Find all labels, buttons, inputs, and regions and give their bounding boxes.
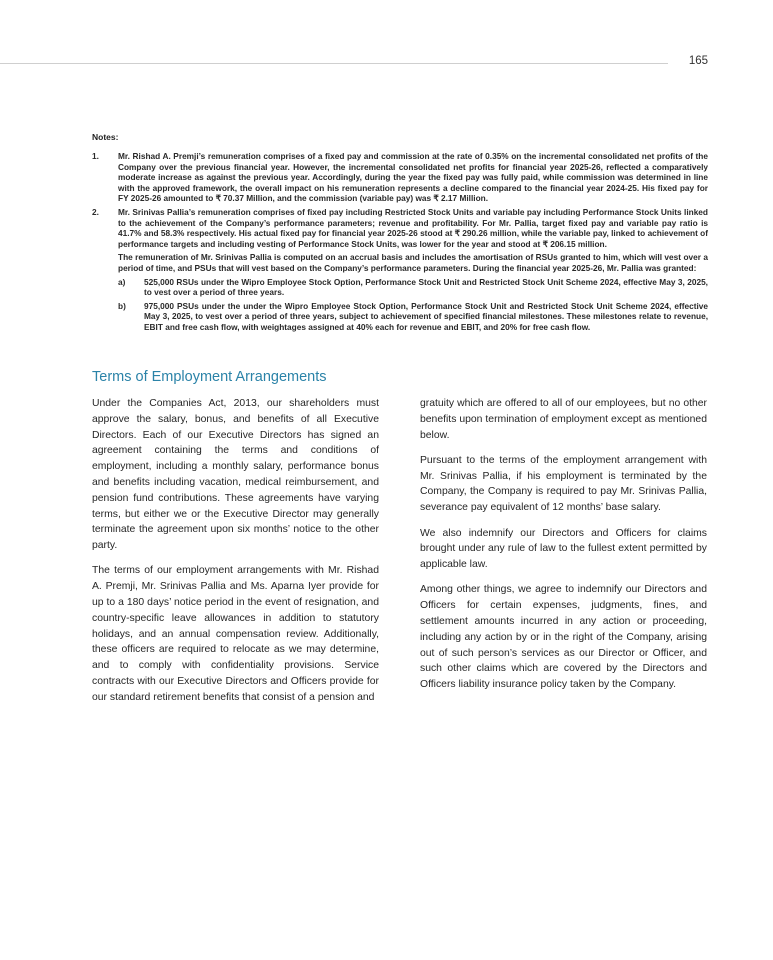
subitem-marker: b)	[118, 300, 126, 311]
header-rule	[0, 63, 668, 64]
left-column	[92, 396, 379, 715]
section-heading: Terms of Employment Arrangements	[92, 369, 327, 385]
body-paragraph: Pursuant to the terms of the employment arrangement with Mr. Srinivas Pallia, if his employment is terminated by the Company, the Company is required to pay Mr. Srinivas Pallia, severance pay equivalent of 12 months’ base salary.	[420, 454, 707, 514]
subitem-text: 525,000 RSUs under the Wipro Employee Stock Option, Performance Stock Unit and Restricted Stock Unit Scheme 2024, effective May 3, 2025, to vest over a period of three years.	[144, 276, 708, 298]
note-subitem	[118, 301, 708, 333]
body-paragraph: Under the Companies Act, 2013, our shareholders must approve the salary, bonus, and benefits of all Executive Directors. Each of our Executive Directors has signed an agreement containing the terms and conditions of employment, including a monthly salary, performance bonus and benefits including vacation, medical reimbursement, and pension fund contributions. These agreements have varying terms, but either we or the Executive Director may generally terminate the agreement upon six months’ notice to the other party.	[92, 398, 379, 552]
notes-title: Notes:	[92, 132, 119, 142]
subitem-marker: a)	[118, 276, 126, 287]
page-number: 165	[688, 55, 708, 67]
body-paragraph: We also indemnify our Directors and Officers for claims brought under any rule of law to the fullest extent permitted by applicable law.	[420, 527, 707, 571]
body-paragraph: Among other things, we agree to indemnify our Directors and Officers for certain expenses, judgments, fines, and settlement amounts incurred in any action or proceeding, including any action by or in the right of the Company, arising out of such person’s services as our Director or Officer, and such other claims which are covered by the Directors and Officers liability insurance policy taken by the Company.	[420, 584, 707, 691]
note-paragraph: Mr. Srinivas Pallia’s remuneration comprises of fixed pay including Restricted Stock Units and variable pay including Performance Stock Units linked to the achievement of the Company’s performance parameters; revenue and profitability. For Mr. Pallia, target fixed pay and variable pay ratio is 41.7% and 58.3% respectively. His actual fixed pay for financial year 2025-26 stood at ₹ 290.26 million, while the variable pay, linked to achievement of performance targets and including vesting of Performance Stock Units, was lower for the year and stood at ₹ 206.15 million.	[118, 206, 708, 249]
notes-section	[92, 132, 708, 336]
note-paragraph: Mr. Rishad A. Premji’s remuneration comprises of a fixed pay and commission at the rate of 0.35% on the incremental consolidated net profits of the Company over the previous financial year. However, the incremental consolidated net profits for financial year 2025-26, reflected a comparatively moderate increase as against the previous year. Accordingly, during the year the fixed pay was fully paid, while commission was determined in line with the approved framework, the overall impact on his remuneration represents a decline compared to the financial year 2024-25. His fixed pay for FY 2025-26 amounted to ₹ 70.37 Million, and the commission (variable pay) was ₹ 2.17 Million.	[118, 151, 708, 204]
note-paragraph: The remuneration of Mr. Srinivas Pallia is computed on an accrual basis and includes the amortisation of RSUs granted to him, which will vest over a period of time, and PSUs that will vest based on the Company’s performance parameters. During the financial year 2025-26, Mr. Pallia was granted:	[118, 252, 708, 273]
note-item	[92, 151, 708, 204]
note-number: 2.	[92, 206, 99, 217]
body-paragraph: The terms of our employment arrangements with Mr. Rishad A. Premji, Mr. Srinivas Pallia and Ms. Aparna Iyer provide for up to a 180 days’ notice period in the event of resignation, and country-specific leave allowances in addition to statutory holidays, and an annual compensation review. Additionally, these officers are required to relocate as we may determine, and to comply with confidentiality provisions. Service contracts with our Executive Directors and Officers provide for our standard retirement benefits that consist of a pension and	[92, 565, 379, 703]
right-column	[420, 396, 707, 703]
note-number: 1.	[92, 151, 99, 161]
note-item	[92, 207, 708, 333]
subitem-text: 975,000 PSUs under the under the Wipro Employee Stock Option, Performance Stock Unit and Restricted Stock Unit Scheme 2024, effective May 3, 2025, to vest over a period of three years, subject to achievement of specified financial milestones. These milestones relate to revenue, EBIT and free cash flow, with weightages assigned at 40% each for revenue and EBIT, and 20% for free cash flow.	[144, 300, 708, 332]
body-paragraph: gratuity which are offered to all of our employees, but no other benefits upon termination of employment except as mentioned below.	[420, 398, 707, 441]
note-subitem	[118, 277, 708, 298]
